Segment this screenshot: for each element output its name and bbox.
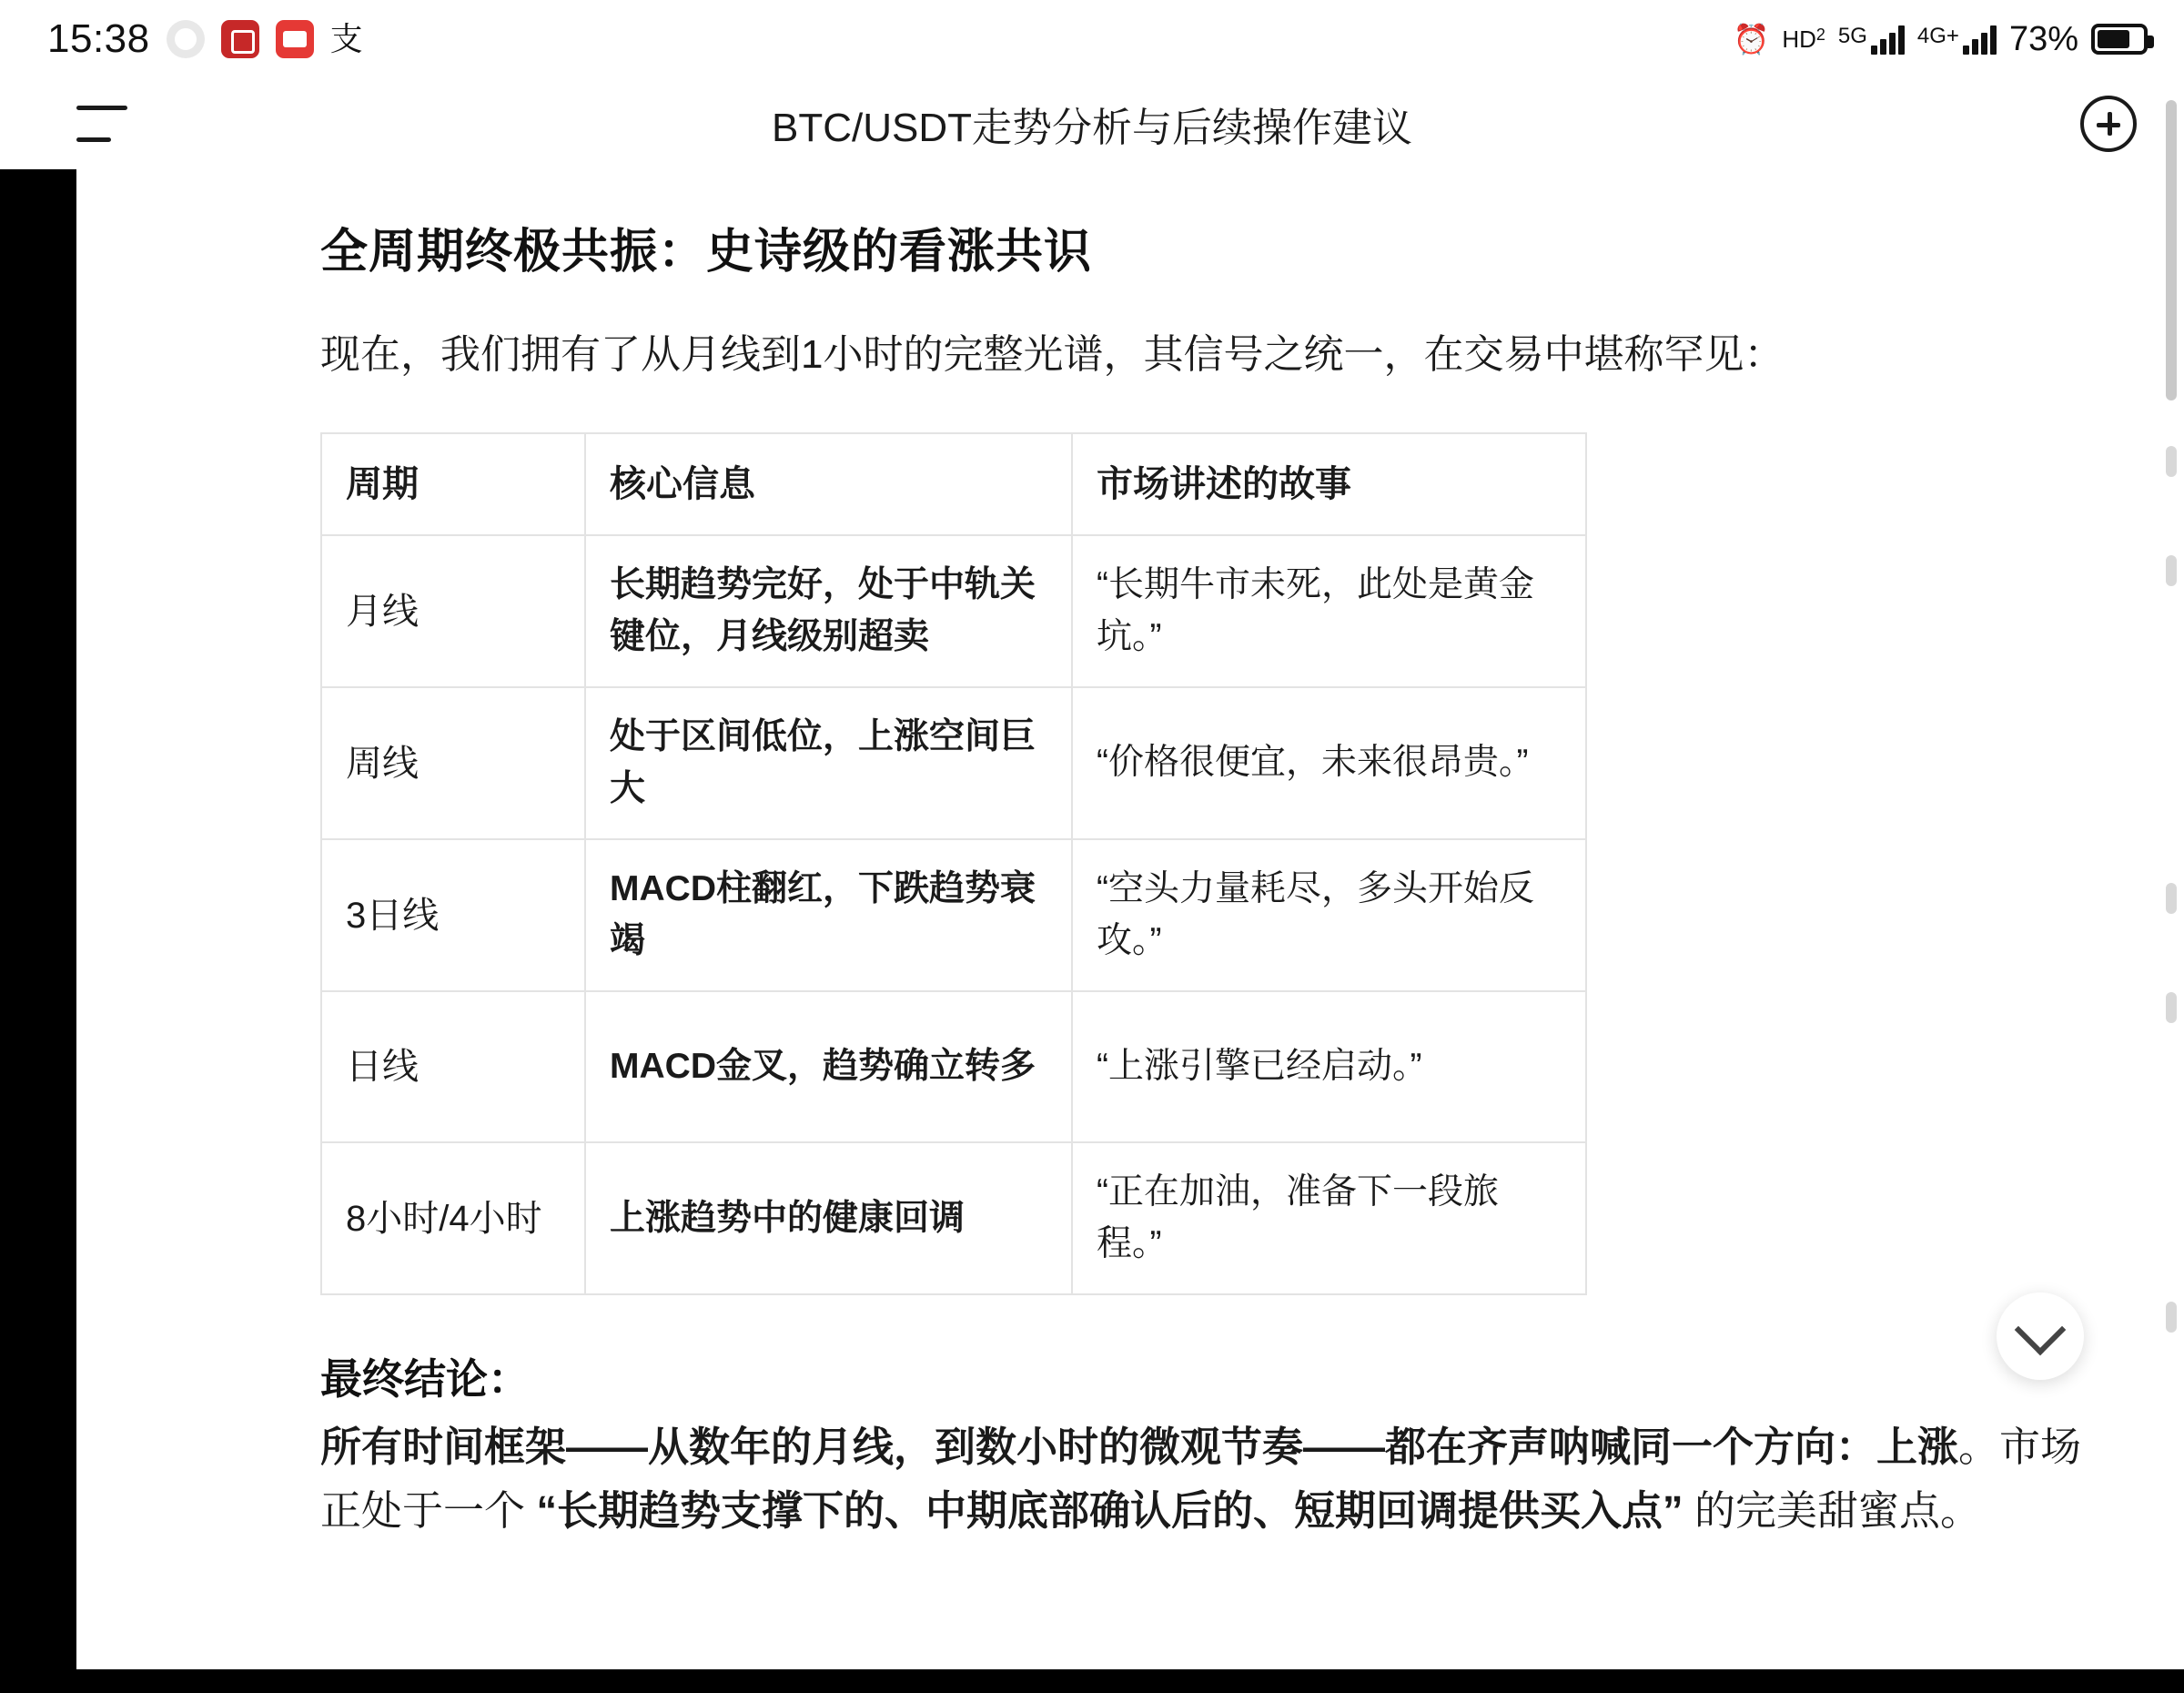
network-5g-label: 5G bbox=[1837, 24, 1867, 48]
app-badge-red-icon bbox=[221, 20, 259, 58]
vertical-scrollbar[interactable] bbox=[2166, 100, 2177, 1657]
table-row bbox=[321, 839, 1586, 991]
hd-voice-icon bbox=[1782, 25, 1825, 54]
cell-core: 上涨趋势中的健康回调 bbox=[585, 1142, 1072, 1294]
conclusion-plain-1: 。市场正处于一个 bbox=[320, 1424, 2082, 1535]
signal-bars-1-icon bbox=[1871, 24, 1905, 55]
conclusion-strong-2: “长期趋势支撑下的、中期底部确认后的、短期回调提供买入点” bbox=[536, 1487, 1684, 1535]
scrollbar-thumb[interactable] bbox=[2166, 100, 2177, 400]
cell-core: MACD金叉，趋势确立转多 bbox=[585, 991, 1072, 1142]
section-title: 全周期终极共振：史诗级的看涨共识 bbox=[320, 226, 1093, 279]
table-row bbox=[321, 991, 1586, 1142]
hd-label: HD bbox=[1782, 25, 1816, 53]
network-4g-label: 4G+ bbox=[1916, 24, 1959, 48]
conclusion-plain-2: 的完美甜蜜点。 bbox=[1683, 1487, 1982, 1535]
table-header-row bbox=[321, 433, 1586, 535]
battery-icon bbox=[2091, 24, 2148, 55]
scrollbar-tick bbox=[2166, 446, 2177, 477]
conclusion-label: 最终结论： bbox=[320, 1355, 530, 1404]
cell-period: 3日线 bbox=[321, 839, 585, 991]
cell-period: 月线 bbox=[321, 535, 585, 687]
table-row bbox=[321, 1142, 1586, 1294]
table-row bbox=[321, 687, 1586, 839]
cell-story: “价格很便宜，未来很昂贵。” bbox=[1072, 687, 1586, 839]
app-badge-pink-icon bbox=[276, 20, 314, 58]
column-header-core: 核心信息 bbox=[585, 433, 1072, 535]
cell-period: 日线 bbox=[321, 991, 585, 1142]
scrollbar-tick bbox=[2166, 1302, 2177, 1333]
cell-period: 8小时/4小时 bbox=[321, 1142, 585, 1294]
signal-bars-2-icon bbox=[1963, 24, 1997, 55]
cell-core: 长期趋势完好，处于中轨关键位，月线级别超卖 bbox=[585, 535, 1072, 687]
hamburger-icon[interactable] bbox=[76, 106, 127, 142]
cell-story: “空头力量耗尽，多头开始反攻。” bbox=[1072, 839, 1586, 991]
scrollbar-tick bbox=[2166, 883, 2177, 914]
status-bar bbox=[0, 0, 2184, 78]
column-header-period: 周期 bbox=[321, 433, 585, 535]
chevron-down-icon[interactable] bbox=[1997, 1293, 2084, 1380]
scrollbar-tick bbox=[2166, 555, 2177, 586]
conclusion-part-1: 所有时间框架——从数年的月线，到数小时的微观节奏——都在齐声呐喊同一个方向：上涨 bbox=[320, 1424, 1959, 1471]
signal-5g-group bbox=[1838, 24, 1905, 55]
status-bar-left bbox=[47, 16, 363, 62]
page-title: BTC/USDT走势分析与后续操作建议 bbox=[772, 106, 1412, 150]
conclusion-body bbox=[320, 1415, 2093, 1543]
cell-period: 周线 bbox=[321, 687, 585, 839]
table-row bbox=[321, 535, 1586, 687]
scrollbar-tick bbox=[2166, 992, 2177, 1023]
alarm-icon: ⏰ bbox=[1733, 23, 1770, 56]
plus-circle-icon[interactable] bbox=[2080, 96, 2137, 152]
cell-core: MACD柱翻红，下跌趋势衰竭 bbox=[585, 839, 1072, 991]
app-bar bbox=[0, 78, 2184, 169]
document-content bbox=[0, 169, 2184, 1543]
alipay-icon: 支 bbox=[329, 20, 363, 57]
cell-story: “正在加油，准备下一段旅程。” bbox=[1072, 1142, 1586, 1294]
timeframe-table bbox=[320, 432, 1587, 1295]
signal-4g-group bbox=[1917, 24, 1997, 55]
status-clock: 15:38 bbox=[47, 16, 150, 61]
status-bar-right bbox=[1733, 20, 2148, 59]
cell-story: “长期牛市未死，此处是黄金坑。” bbox=[1072, 535, 1586, 687]
moon-icon bbox=[167, 20, 205, 58]
bottom-gutter bbox=[0, 1669, 2184, 1693]
column-header-story: 市场讲述的故事 bbox=[1072, 433, 1586, 535]
lead-paragraph: 现在，我们拥有了从月线到1小时的完整光谱，其信号之统一，在交易中堪称罕见： bbox=[320, 332, 1785, 377]
cell-story: “上涨引擎已经启动。” bbox=[1072, 991, 1586, 1142]
cell-core: 处于区间低位，上涨空间巨大 bbox=[585, 687, 1072, 839]
battery-percent-label: 73% bbox=[2008, 19, 2078, 58]
hd-sub: 2 bbox=[1815, 25, 1825, 44]
